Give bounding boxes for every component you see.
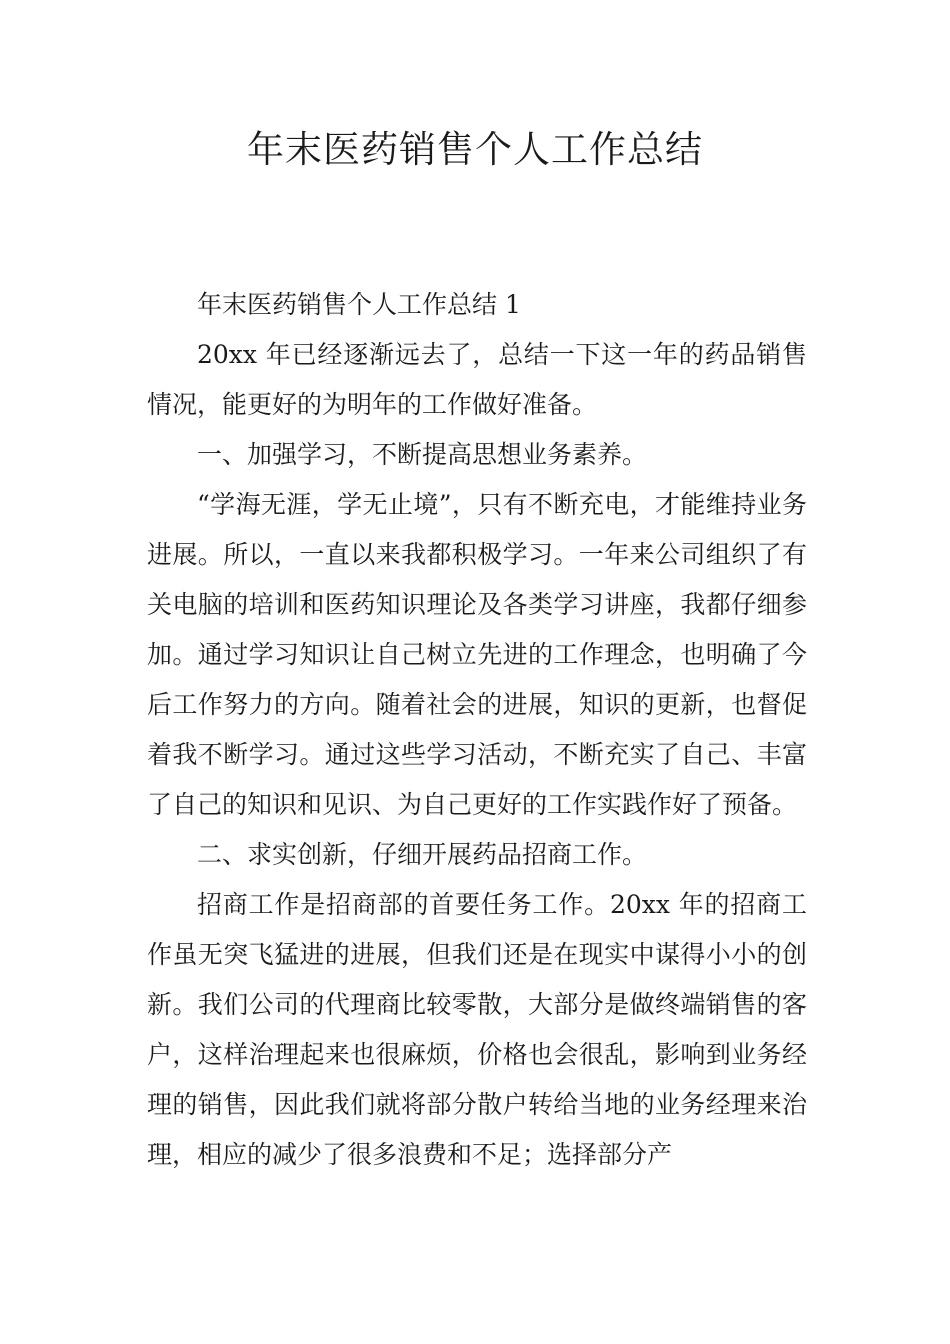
paragraph: 20xx 年已经逐渐远去了，总结一下这一年的药品销售情况，能更好的为明年的工作做好准备。	[147, 340, 807, 419]
document-body	[147, 280, 807, 1180]
paragraph: 招商工作是招商部的首要任务工作。20xx 年的招商工作虽无突飞猛进的进展，但我们还是在现实中谋得小小的创新。我们公司的代理商比较零散，大部分是做终端销售的客户，这样治理起来也很麻烦，价格也会很乱，影响到业务经理的销售，因此我们就将部分散户转给当地的业务经理来治理，相应的减少了很多浪费和不足；选择部分产	[147, 890, 807, 1169]
section-heading: 二、求实创新，仔细开展药品招商工作。	[197, 840, 648, 869]
section-heading: 一、加强学习，不断提高思想业务素养。	[197, 440, 648, 469]
section-heading: 年末医药销售个人工作总结 1	[197, 290, 521, 319]
paragraph: “学海无涯，学无止境”，只有不断充电，才能维持业务进展。所以，一直以来我都积极学习。一年来公司组织了有关电脑的培训和医药知识理论及各类学习讲座，我都仔细参加。通过学习知识让自己树立先进的工作理念，也明确了今后工作努力的方向。随着社会的进展，知识的更新，也督促着我不断学习。通过这些学习活动，不断充实了自己、丰富了自己的知识和见识、为自己更好的工作实践作好了预备。	[147, 490, 807, 819]
document-title: 年末医药销售个人工作总结	[247, 128, 703, 171]
